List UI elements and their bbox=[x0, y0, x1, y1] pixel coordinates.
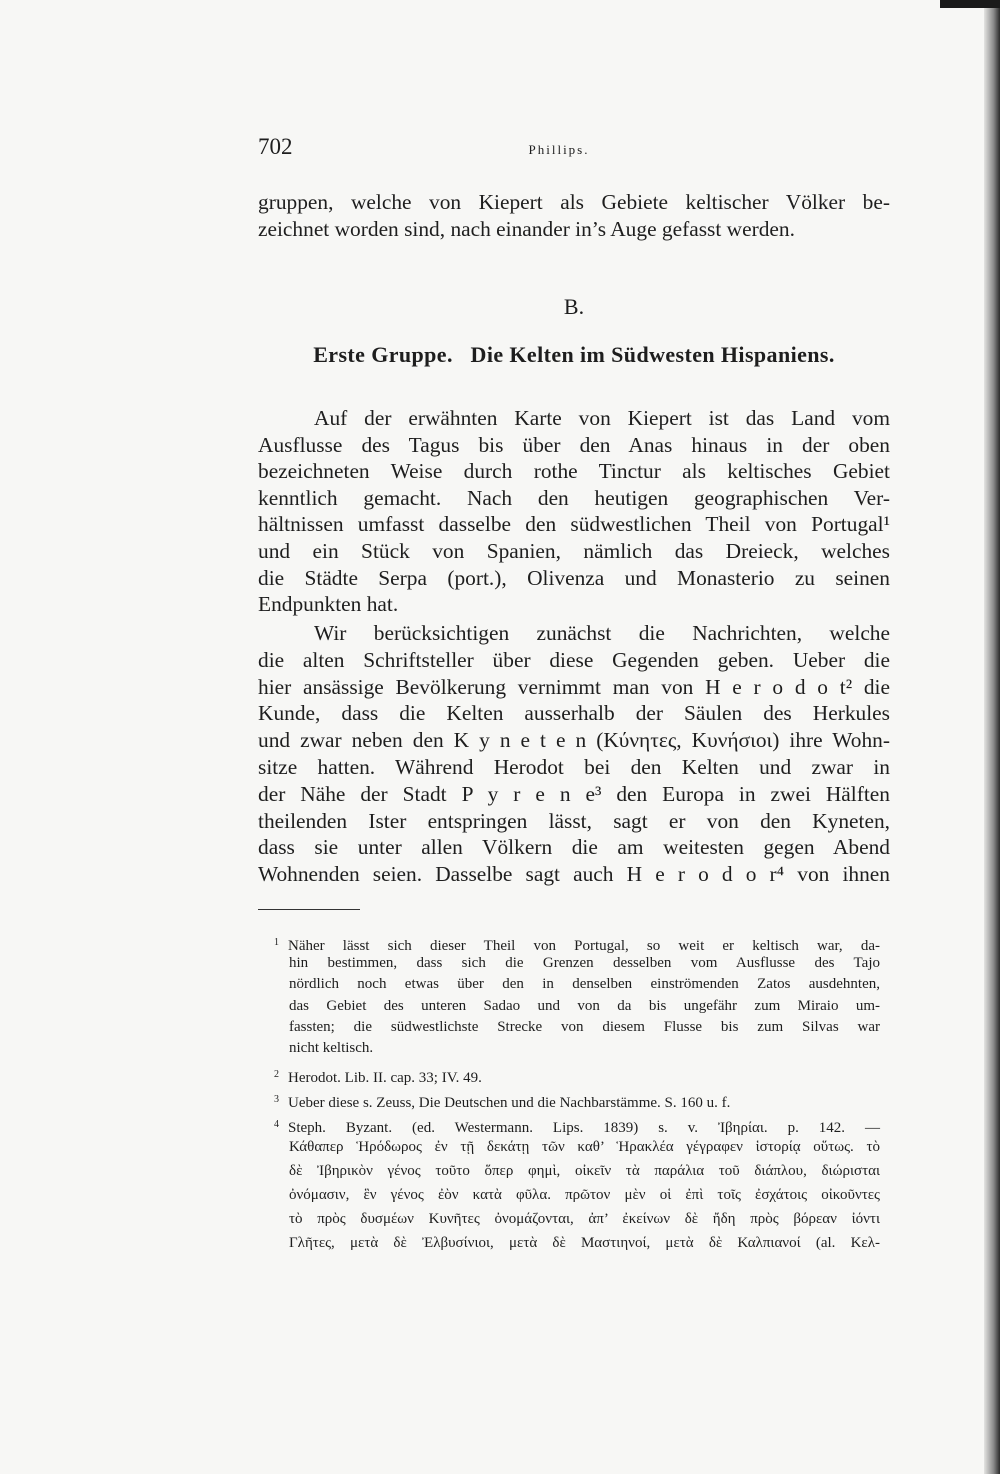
binding-shadow bbox=[984, 0, 1000, 1474]
footnote-4-line: δὲ Ἰβηρικὸν γένος τοῦτο ὅπερ φημὶ, οἰκεῖν τὰ παράλια τοῦ διάπλου, διώρισται bbox=[289, 1163, 880, 1179]
page-edge-mark bbox=[940, 0, 1000, 8]
footnote-1-line: fassten; die südwestlichste Strecke von diesem Flusse bis zum Silvas war bbox=[289, 1019, 880, 1035]
paragraph-line: Wir berücksichtigen zunächst die Nachrichten, welche bbox=[314, 621, 890, 645]
paragraph-line: kenntlich gemacht. Nach den heutigen geographischen Ver- bbox=[258, 486, 890, 510]
paragraph-line: Kunde, dass die Kelten ausserhalb der Säulen des Herkules bbox=[258, 701, 890, 725]
footnote-mark: 4 bbox=[274, 1119, 279, 1130]
paragraph-line: Wohnenden seien. Dasselbe sagt auch H e r o d o r⁴ von ihnen bbox=[258, 862, 890, 886]
paragraph-line: Endpunkten hat. bbox=[258, 592, 399, 616]
footnote-mark: 3 bbox=[274, 1094, 279, 1105]
paragraph-line: und ein Stück von Spanien, nämlich das Dreieck, welches bbox=[258, 539, 890, 563]
footnote-4-line: ὀνόμασιν, ἓν γένος ἐὸν κατὰ φῦλα. πρῶτον μὲν οἱ ἐπὶ τοῖς ἐσχάτοις οἰκοῦντες bbox=[289, 1187, 880, 1203]
running-head: Phillips. bbox=[528, 142, 590, 157]
intro-line: gruppen, welche von Kiepert als Gebiete keltischer Völker be- bbox=[258, 190, 890, 214]
paragraph-line: theilenden Ister entspringen lässt, sagt er von den Kyneten, bbox=[258, 809, 890, 833]
footnote-1-line: nicht keltisch. bbox=[289, 1040, 374, 1056]
footnote-4-line bbox=[274, 1114, 880, 1139]
footnote-text: Steph. Byzant. (ed. Westermann. Lips. 1839) s. v. Ἰβηρίαι. p. 142. — bbox=[288, 1120, 880, 1136]
paragraph-line: die Städte Serpa (port.), Olivenza und Monasterio zu seinen bbox=[258, 566, 890, 590]
paragraph-line: dass sie unter allen Völkern die am weitesten gegen Abend bbox=[258, 835, 890, 859]
footnote-3 bbox=[274, 1089, 880, 1114]
footnote-rule bbox=[258, 909, 360, 910]
section-letter: B. bbox=[563, 294, 585, 319]
footnote-4-line: Γλῆτες, μετὰ δὲ Ἐλβυσίνιοι, μετὰ δὲ Μαστιηνοί, μετὰ δὲ Καλπιανοί (al. Κελ- bbox=[289, 1235, 880, 1251]
footnote-mark: 2 bbox=[274, 1069, 279, 1080]
section-heading: Erste Gruppe. Die Kelten im Südwesten Hispaniens. bbox=[313, 342, 835, 367]
paragraph-line: und zwar neben den K y n e t e n (Κύνητες, Κυνήσιοι) ihre Wohn- bbox=[258, 728, 890, 752]
paragraph-line: hier ansässige Bevölkerung vernimmt man von H e r o d o t² die bbox=[258, 675, 890, 699]
footnote-1-line: nördlich noch etwas über den in denselben einströmenden Zatos ausdehnten, bbox=[289, 976, 880, 992]
footnote-1-line: das Gebiet des unteren Sadao und von da bis ungefähr zum Miraio um- bbox=[289, 998, 880, 1014]
footnote-4-line: τὸ πρὸς δυσμέων Κυνῆτες ὀνομάζονται, ἀπ’ ἐκείνων δὲ ἤδη πρὸς βόρεαν ἰόντι bbox=[289, 1211, 880, 1227]
paragraph-line: Auf der erwähnten Karte von Kiepert ist das Land vom bbox=[314, 406, 890, 430]
paragraph-line: sitze hatten. Während Herodot bei den Kelten und zwar in bbox=[258, 755, 890, 779]
footnote-text: Näher lässt sich dieser Theil von Portugal, so weit er keltisch war, da- bbox=[288, 938, 880, 954]
footnote-4-line: Κάθαπερ Ἡρόδωρος ἐν τῇ δεκάτῃ τῶν καθ’ Ἡρακλέα γέγραφεν ἱστορίᾳ οὕτως. τὸ bbox=[289, 1139, 880, 1155]
paragraph-line: Ausflusse des Tagus bis über den Anas hinaus in der oben bbox=[258, 433, 890, 457]
page-number: 702 bbox=[258, 134, 293, 159]
footnote-text: Ueber diese s. Zeuss, Die Deutschen und die Nachbarstämme. S. 160 u. f. bbox=[288, 1095, 731, 1111]
paragraph-line: der Nähe der Stadt P y r e n e³ den Europa in zwei Hälften bbox=[258, 782, 890, 806]
paragraph-line: hältnissen umfasst dasselbe den südwestlichen Theil von Portugal¹ bbox=[258, 512, 890, 536]
paragraph-line: bezeichneten Weise durch rothe Tinctur als keltisches Gebiet bbox=[258, 459, 890, 483]
footnote-1-line: hin bestimmen, dass sich die Grenzen desselben vom Ausflusse des Tajo bbox=[289, 955, 880, 971]
page-header bbox=[258, 134, 890, 164]
paragraph-line: die alten Schriftsteller über diese Gegenden geben. Ueber die bbox=[258, 648, 890, 672]
intro-line: zeichnet worden sind, nach einander in’s Auge gefasst werden. bbox=[258, 217, 795, 241]
footnote-text: Herodot. Lib. II. cap. 33; IV. 49. bbox=[288, 1070, 482, 1086]
footnote-mark: 1 bbox=[274, 937, 279, 948]
footnote-2 bbox=[274, 1064, 880, 1089]
